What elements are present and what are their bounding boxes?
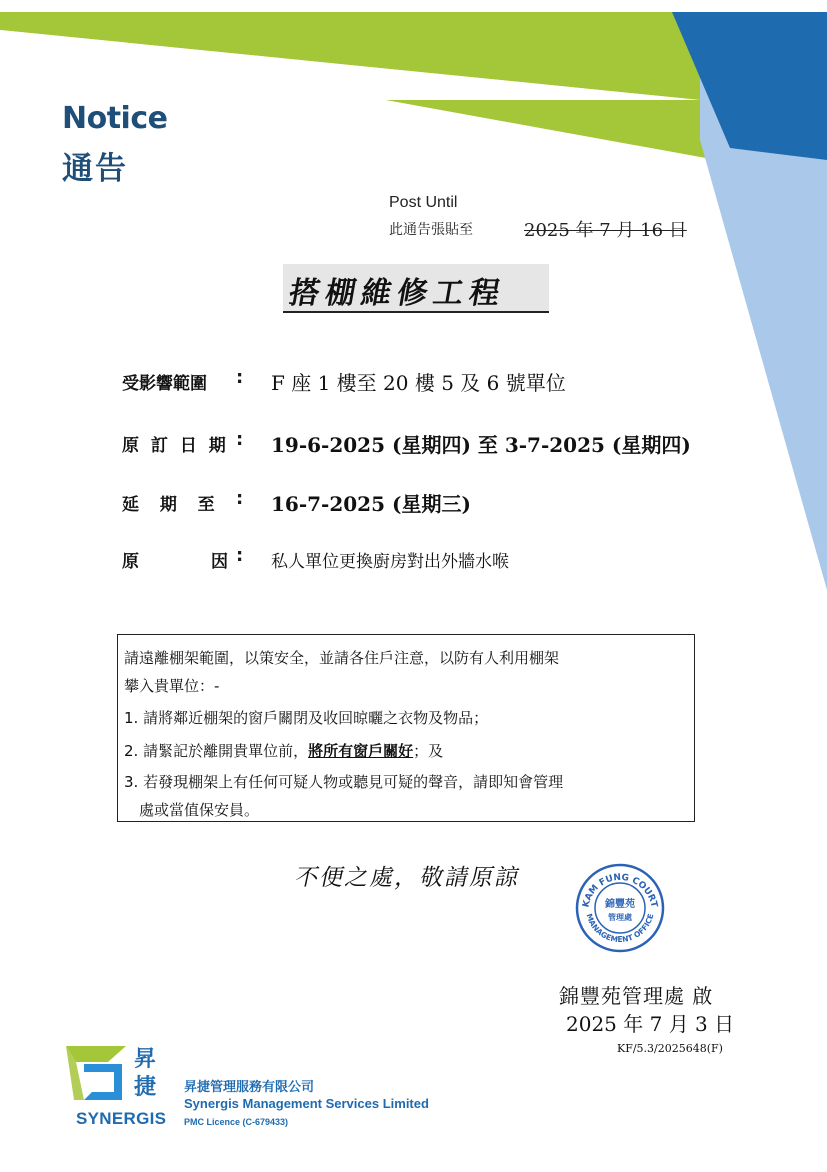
field-colon: :: [236, 488, 244, 509]
seal-inner-line-1: 錦豐苑: [605, 899, 635, 910]
field-label-extended-to: 延 期 至: [122, 495, 218, 515]
notice-title-zh: 通告: [62, 151, 128, 187]
seal-text-top: KAM FUNG COURT: [581, 872, 659, 909]
logo-text-zh: 昇捷: [134, 1047, 157, 1100]
notice-heading: 搭棚維修工程: [286, 276, 509, 311]
field-colon: :: [236, 545, 244, 566]
field-label-reason-1: 原: [122, 552, 139, 572]
field-value-affected-area: F 座 1 樓至 20 樓 5 及 6 號單位: [271, 371, 566, 395]
synergis-logo-icon: [64, 1042, 144, 1108]
field-label-reason-2: 因: [211, 552, 228, 572]
apology-text: 不便之處，敬請原諒: [292, 865, 524, 891]
reminder-intro-line-2: 攀入貴單位：-: [124, 677, 220, 695]
post-until-date: 2025 年 7 月 16 日: [524, 220, 687, 241]
sign-date: 2025 年 7 月 3 日: [566, 1012, 735, 1036]
management-office-seal: [574, 862, 666, 954]
reminder-item-2-emphasis: 將所有窗戶關好: [308, 742, 414, 760]
reminder-item-2-post: ；及: [413, 742, 444, 760]
field-label-affected-area: 受影響範圍: [122, 374, 207, 394]
reminder-intro-line-1: 請遠離棚架範圍，以策安全，並請各住戶注意，以防有人利用棚架: [124, 649, 560, 667]
signer: 錦豐苑管理處 啟: [559, 984, 714, 1008]
notice-title-en: Notice: [62, 101, 168, 136]
reminder-item-3-line-1: 3. 若發現棚架上有任何可疑人物或聽見可疑的聲音，請即知會管理: [124, 773, 564, 791]
reference-number: KF/5.3/2025648(F): [617, 1042, 723, 1055]
company-name-zh: 昇捷管理服務有限公司: [184, 1080, 315, 1095]
post-until-label-zh: 此通告張貼至: [389, 222, 473, 238]
field-colon: :: [236, 367, 244, 388]
company-name-en: Synergis Management Services Limited: [184, 1096, 429, 1111]
field-colon: :: [236, 429, 244, 450]
seal-text-bottom: MANAGEMENT OFFICE: [584, 912, 656, 945]
pmc-licence: PMC Licence (C-679433): [184, 1117, 289, 1127]
field-label-original-date: 原 訂 日 期: [122, 436, 229, 456]
reminder-item-3-line-2: 處或當值保安員。: [139, 801, 260, 819]
field-value-reason: 私人單位更換廚房對出外牆水喉: [271, 552, 509, 572]
seal-inner-line-2: 管理處: [608, 913, 632, 922]
field-value-original-date: 19-6-2025 (星期四) 至 3-7-2025 (星期四): [271, 433, 691, 457]
post-until-label-en: Post Until: [389, 194, 458, 211]
reminder-item-1: 1. 請將鄰近棚架的窗戶關閉及收回晾曬之衣物及物品；: [124, 709, 489, 727]
logo-text-en: SYNERGIS: [76, 1109, 167, 1128]
field-value-extended-to: 16-7-2025 (星期三): [271, 492, 471, 516]
reminder-item-2-pre: 2. 請緊記於離開貴單位前，: [124, 742, 309, 760]
reminder-item-2: [124, 740, 443, 761]
